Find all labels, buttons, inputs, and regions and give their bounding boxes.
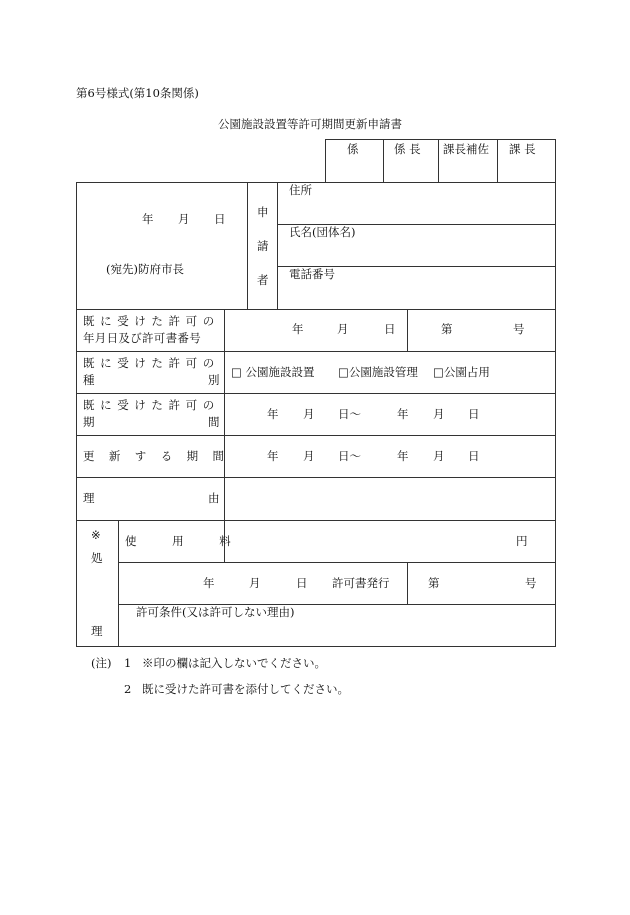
address-label: 住所 (289, 183, 312, 197)
form-number: 第6号様式(第10条関係) (76, 86, 199, 100)
type-label-line2a: 種 (83, 373, 95, 387)
fee-unit: 円 (516, 534, 528, 548)
prev-number-go: 号 (513, 322, 525, 336)
note-2-number: 2 (124, 682, 132, 696)
prev-date-year: 年 (292, 322, 304, 336)
issue-date-year: 年 (203, 576, 215, 590)
issue-number-go: 号 (525, 576, 537, 590)
type-label-line1: 既に受けた許可の (83, 356, 220, 370)
applicant-date-day: 日 (214, 212, 226, 226)
note-1-text: ※印の欄は記入しないでください。 (142, 656, 326, 670)
renew-from-month: 月 (303, 449, 315, 463)
type-option-park-facility-installation[interactable]: □ 公園施設設置 (231, 365, 315, 379)
notes-prefix: (注) (91, 656, 112, 670)
type-option-park-occupancy[interactable]: □公園占用 (433, 365, 490, 379)
applicant-label-char-1: 申 (257, 205, 269, 219)
type-label-line2b: 別 (208, 373, 220, 387)
issue-date-month: 月 (249, 576, 261, 590)
renew-to-day: 日 (468, 449, 480, 463)
period-label-line2a: 期 (83, 415, 95, 429)
addressee: (宛先)防府市長 (106, 262, 184, 276)
name-label: 氏名(団体名) (289, 225, 356, 239)
renew-to-year: 年 (397, 449, 409, 463)
applicant-label-char-2: 請 (257, 239, 269, 253)
renew-to-month: 月 (433, 449, 445, 463)
period-to-year: 年 (397, 407, 409, 421)
renew-from-year: 年 (267, 449, 279, 463)
period-from-day: 日〜 (338, 407, 361, 421)
renew-from-day: 日〜 (338, 449, 361, 463)
issue-date-day: 日 (296, 576, 308, 590)
period-label-line1: 既に受けた許可の (83, 398, 220, 412)
processing-label-char-2: 理 (91, 624, 103, 638)
renew-label: 更新する期間 (83, 449, 239, 463)
type-option-park-facility-management[interactable]: □公園施設管理 (338, 365, 418, 379)
note-2-text: 既に受けた許可書を添付してください。 (142, 682, 349, 696)
approval-cell-clerk: 係 (347, 142, 359, 156)
phone-label: 電話番号 (289, 267, 335, 281)
applicant-label-char-3: 者 (257, 273, 269, 287)
prev-date-day: 日 (384, 322, 396, 336)
page-title: 公園施設設置等許可期間更新申請書 (218, 117, 402, 131)
reason-label-a: 理 (83, 491, 95, 505)
period-from-year: 年 (267, 407, 279, 421)
processing-label-char-1: 処 (91, 551, 103, 565)
approval-cell-chief: 係 長 (394, 142, 421, 156)
office-use-mark: ※ (91, 528, 101, 542)
period-to-month: 月 (433, 407, 445, 421)
period-label-line2b: 間 (208, 415, 220, 429)
approval-cell-assistant-manager: 課長補佐 (443, 142, 489, 156)
prev-date-month: 月 (337, 322, 349, 336)
period-to-day: 日 (468, 407, 480, 421)
reason-label-b: 由 (208, 491, 220, 505)
note-1-number: 1 (124, 656, 132, 670)
issue-number-dai: 第 (428, 576, 440, 590)
conditions-label: 許可条件(又は許可しない理由) (136, 605, 295, 619)
applicant-date-year: 年 (142, 212, 154, 226)
issue-label: 許可書発行 (332, 576, 390, 590)
fee-label: 使 用 料 (125, 534, 247, 548)
period-from-month: 月 (303, 407, 315, 421)
applicant-date-month: 月 (178, 212, 190, 226)
approval-cell-manager: 課 長 (509, 142, 536, 156)
prev-date-label-line2: 年月日及び許可書番号 (83, 331, 201, 345)
prev-number-dai: 第 (441, 322, 453, 336)
prev-date-label-line1: 既に受けた許可の (83, 314, 220, 328)
